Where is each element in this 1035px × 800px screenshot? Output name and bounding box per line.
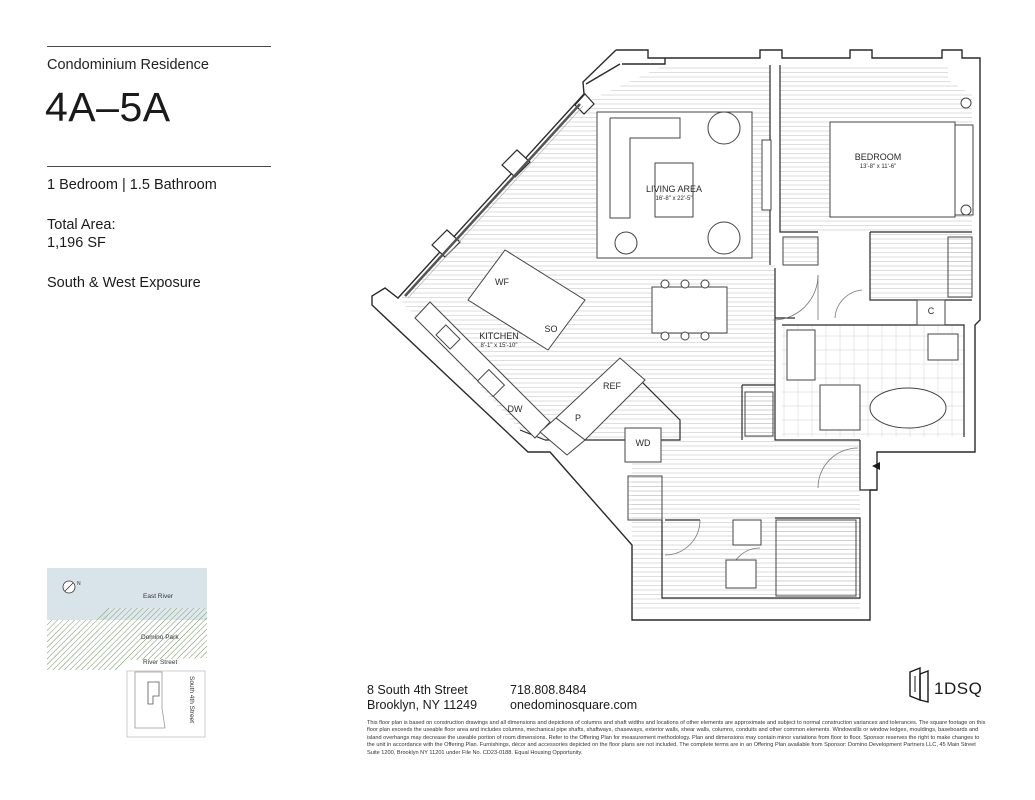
address-line-1: 8 South 4th Street <box>367 683 468 697</box>
washer-dryer-label: WD <box>635 438 651 448</box>
entrance-arrow-icon <box>872 462 880 470</box>
location-map <box>47 568 208 738</box>
pantry-label: P <box>574 413 582 423</box>
brand-logo-icon <box>908 666 930 704</box>
north-label: N <box>77 581 81 587</box>
river-street-label: River Street <box>143 659 178 666</box>
kitchen-dims: 8'-1" x 15'-10" <box>480 343 518 349</box>
domino-park-label: Domino Park <box>141 634 179 641</box>
bedroom-dims: 13'-8" x 11'-6" <box>859 164 897 170</box>
kitchen-label: KITCHEN <box>479 331 519 341</box>
brand-name: 1DSQ <box>934 679 983 698</box>
website-link[interactable]: onedominosquare.com <box>510 698 638 712</box>
unit-number: 4A–5A <box>45 84 171 130</box>
living-area-dims: 16'-8" x 22'-5" <box>655 196 693 202</box>
so-label: SO <box>544 324 558 334</box>
residence-type: Condominium Residence <box>47 57 209 73</box>
bedroom-label: BEDROOM <box>854 152 902 162</box>
total-area-label: Total Area: <box>47 217 116 233</box>
east-river-label: East River <box>143 593 173 600</box>
dw-label: DW <box>507 404 523 414</box>
wf-label: WF <box>495 277 509 287</box>
phone-number[interactable]: 718.808.8484 <box>510 683 587 697</box>
legal-disclaimer: This floor plan is based on construction drawings and all dimensions and depictions of columns and shaft widths and locations of other elements are approximate and subject to normal construction variances and tolerances. The square footage on this floor plan exceeds the useable floor area and includes columns, mechanical pipe shafts, shaftways, chaseways, exterior walls, shear walls, columns, conduits and other common elements. Windowsills or window ledges, mouldings, baseboards and island overhangs may decrease the useable portion of room dimensions. Refer to the Offering Plan for measurement methodology. Plan and dimensions may contain minor variations from floor to floor. Sponsor reserves the right to make changes to the unit in accordance with the Offering Plan. Furnishings, décor and accessories depicted on the floor plans are not included. The complete terms are in an Offering Plan available from Sponsor: Domino Development Partners LLC, 45 Main Street Suite 1200, Brooklyn NY 11201 under File No. CD23-0188. Equal Housing Opportunity. <box>367 720 986 756</box>
exposure-text: South & West Exposure <box>47 275 201 291</box>
south-4th-street-label: South 4th Street <box>188 676 195 723</box>
address-line-2: Brooklyn, NY 11249 <box>367 698 478 712</box>
living-area-label: LIVING AREA <box>645 184 703 194</box>
closet-label: C <box>927 306 935 316</box>
ref-label: REF <box>603 381 621 391</box>
total-area-value: 1,196 SF <box>47 235 106 251</box>
room-count: 1 Bedroom | 1.5 Bathroom <box>47 177 217 193</box>
